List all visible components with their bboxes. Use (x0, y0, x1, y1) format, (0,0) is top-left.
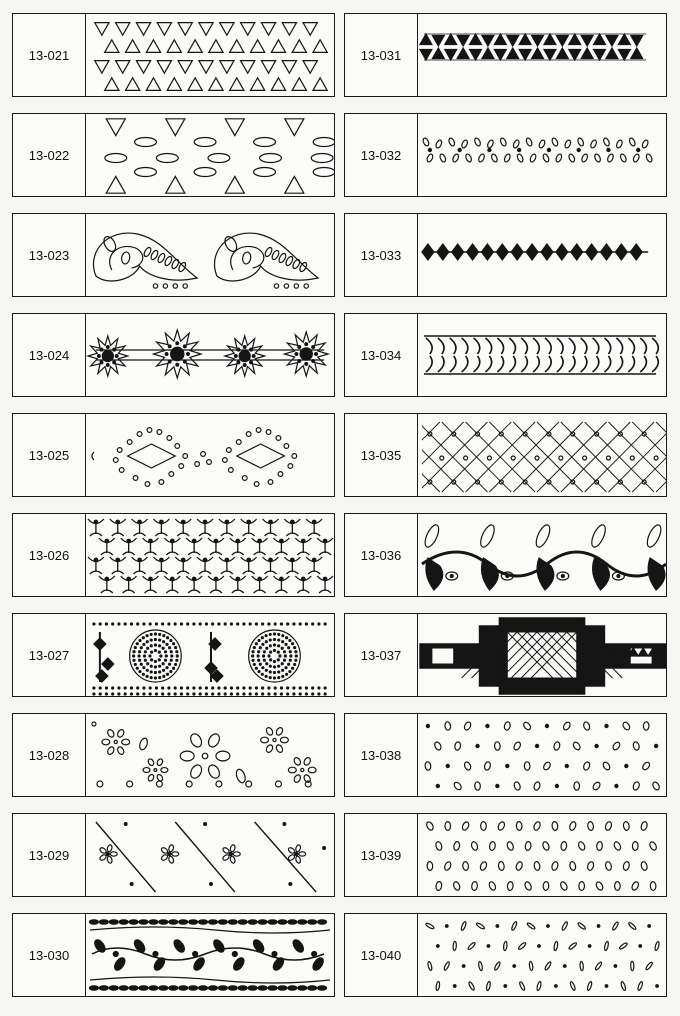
scattered-dashes-pattern-icon (418, 914, 666, 996)
vine-border-pattern-icon (86, 914, 334, 996)
pattern-code: 13-031 (345, 14, 418, 96)
pattern-code: 13-030 (13, 914, 86, 996)
pattern-swatch (418, 714, 666, 796)
pattern-code: 13-021 (13, 14, 86, 96)
pattern-code: 13-035 (345, 414, 418, 496)
pattern-card-13-027[interactable] (12, 613, 335, 697)
diamond-dots-pattern-icon (86, 414, 334, 496)
pattern-code: 13-040 (345, 914, 418, 996)
pattern-card-13-036[interactable] (344, 513, 667, 597)
lattice-pattern-icon (418, 414, 666, 496)
pattern-swatch (86, 814, 334, 896)
pattern-swatch (418, 614, 666, 696)
pattern-swatch (86, 914, 334, 996)
pattern-swatch (418, 14, 666, 96)
pattern-card-13-040[interactable] (344, 913, 667, 997)
pattern-swatch (418, 914, 666, 996)
pattern-swatch (86, 514, 334, 596)
pattern-code: 13-028 (13, 714, 86, 796)
pattern-card-13-023[interactable] (12, 213, 335, 297)
pattern-code: 13-022 (13, 114, 86, 196)
pattern-card-13-021[interactable] (12, 13, 335, 97)
pattern-card-13-034[interactable] (344, 313, 667, 397)
pattern-code: 13-024 (13, 314, 86, 396)
pattern-swatch (86, 414, 334, 496)
paisley-pattern-icon (86, 214, 334, 296)
pattern-card-13-038[interactable] (344, 713, 667, 797)
left-column (12, 13, 335, 1013)
pattern-swatch (418, 814, 666, 896)
pattern-swatch (418, 314, 666, 396)
pattern-card-13-032[interactable] (344, 113, 667, 197)
pattern-card-13-033[interactable] (344, 213, 667, 297)
pattern-card-13-026[interactable] (12, 513, 335, 597)
pattern-card-13-039[interactable] (344, 813, 667, 897)
pattern-code: 13-029 (13, 814, 86, 896)
pattern-card-13-028[interactable] (12, 713, 335, 797)
tribal-block-pattern-icon (418, 614, 666, 696)
diamond-chain-pattern-icon (418, 214, 666, 296)
pattern-swatch (86, 314, 334, 396)
pattern-card-13-035[interactable] (344, 413, 667, 497)
pattern-card-13-037[interactable] (344, 613, 667, 697)
pattern-swatch (86, 714, 334, 796)
lace-medallion-pattern-icon (86, 614, 334, 696)
pattern-card-13-022[interactable] (12, 113, 335, 197)
pattern-code: 13-032 (345, 114, 418, 196)
flower-ovals-pattern-icon (86, 714, 334, 796)
triangles-ovals-pattern-icon (86, 114, 334, 196)
pattern-code: 13-038 (345, 714, 418, 796)
pattern-code: 13-039 (345, 814, 418, 896)
pattern-code: 13-033 (345, 214, 418, 296)
pattern-swatch (418, 514, 666, 596)
right-column (344, 13, 667, 1013)
zigzag-band-pattern-icon (418, 14, 666, 96)
interlock-pattern-icon (86, 514, 334, 596)
braid-pattern-icon (418, 314, 666, 396)
pattern-code: 13-025 (13, 414, 86, 496)
sunburst-pattern-icon (86, 314, 334, 396)
pattern-swatch (418, 214, 666, 296)
pattern-swatch (86, 114, 334, 196)
pattern-card-13-024[interactable] (12, 313, 335, 397)
oval-rows-pattern-icon (418, 814, 666, 896)
pattern-code: 13-026 (13, 514, 86, 596)
diagonal-flowers-pattern-icon (86, 814, 334, 896)
pattern-swatch (86, 614, 334, 696)
pattern-code: 13-037 (345, 614, 418, 696)
pattern-card-13-031[interactable] (344, 13, 667, 97)
pattern-card-13-029[interactable] (12, 813, 335, 897)
pattern-swatch (418, 414, 666, 496)
pattern-swatch (86, 214, 334, 296)
teardrop-row-pattern-icon (418, 114, 666, 196)
leaf-wave-pattern-icon (418, 514, 666, 596)
pattern-card-13-030[interactable] (12, 913, 335, 997)
pattern-code: 13-023 (13, 214, 86, 296)
pattern-code: 13-027 (13, 614, 86, 696)
pattern-swatch (86, 14, 334, 96)
pattern-code: 13-036 (345, 514, 418, 596)
pattern-card-13-025[interactable] (12, 413, 335, 497)
pattern-code: 13-034 (345, 314, 418, 396)
triangles-pattern-icon (86, 14, 334, 96)
pattern-swatch (418, 114, 666, 196)
scattered-ovals-pattern-icon (418, 714, 666, 796)
